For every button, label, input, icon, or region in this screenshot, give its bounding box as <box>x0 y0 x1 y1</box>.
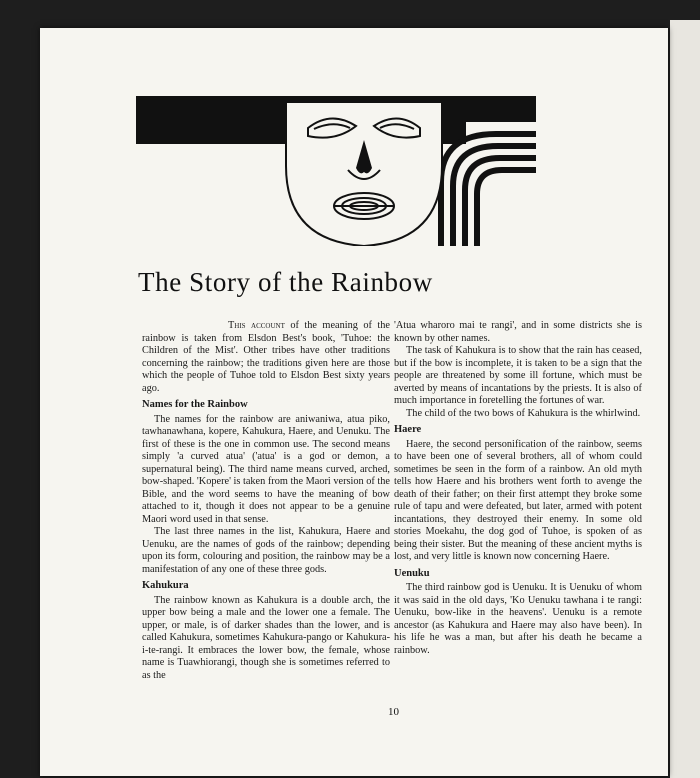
section-heading-uenuku: Uenuku <box>394 567 430 579</box>
intro-indent <box>142 320 228 331</box>
intro-smallcaps: This account <box>228 320 285 331</box>
intro-paragraph <box>142 320 390 395</box>
right-column <box>394 320 642 657</box>
paragraph-names-2: The last three names in the list, Kahukura, Haere and Uenuku, are the names of gods of the rainbow; depending upon its form, colouring and position, the rainbow may be a manifestation of any one of these three gods. <box>142 526 390 575</box>
paragraph-kahukura-1: The rainbow known as Kahukura is a double arch, the upper bow being a male and the lower one a female. The upper, or male, is of darker shades than the lower, and is called Kahukura, sometimes Kahukura-pango or Kahukura-i-te-rangi. It embraces the lower bow, the female, whose name is Tuawhiorangi, though she is sometimes referred to as the <box>142 594 390 681</box>
paragraph-names-1: The names for the rainbow are aniwaniwa, atua piko, tawhanawhana, kopere, Kahukura, Haere, and Uenuku. The first of these is the one in common use. The second means simply 'a curved atua' ('atua' is a god or demon, a supernatural being). The third name means curved, arched, bow-shaped. 'Kopere' is taken from the Maori version of the Bible, and the word seems to have the meaning of bow attached to it, though it does not appear to be a genuine Maori word used in that sense. <box>142 413 390 525</box>
section-heading-names: Names for the Rainbow <box>142 399 248 410</box>
section-heading-kahukura: Kahukura <box>142 580 189 591</box>
section-heading-haere: Haere <box>394 424 422 435</box>
intro-text: of the meaning of the rainbow is taken from Elsdon Best's book, 'Tuhoe: the Children of the Mist'. Other tribes have other traditions concerning the rainbow; the traditions given here are those which the people of Tuhoe told to Elsdon Best sixty years ago. <box>142 320 390 394</box>
paragraph-uenuku-1: The third rainbow god is Uenuku. It is Uenuku of whom it was said in the old days, 'Ko Uenuku tawhana i te rangi: Uenuku, bow-like in the heavens'. Uenuku is a remote ancestor (as Kahukura and Haere may also have been). In his life he was a man, but after his death he became a rainbow. <box>394 582 642 656</box>
rainbow-mask-illustration <box>136 96 536 246</box>
paragraph-kahukura-continued: 'Atua wharoro mai te rangi', and in some districts she is known by other names. <box>394 320 642 344</box>
paragraph-kahukura-2: The task of Kahukura is to show that the rain has ceased, but if the bow is incomplete, it is taken to be a sign that the people are threatened by some ill fortune, which must be averted by means of incantations by the priests. It is also of much importance in foretelling the fortunes of war. <box>394 345 642 406</box>
article-title: The Story of the Rainbow <box>138 267 433 297</box>
paragraph-kahukura-3: The child of the two bows of Kahukura is the whirlwind. <box>406 407 641 419</box>
left-column <box>142 320 390 682</box>
page-number: 10 <box>388 706 399 718</box>
next-page-edge <box>670 20 700 778</box>
paragraph-haere-1: Haere, the second personification of the rainbow, seems to have been one of several brothers, all of whom could sometimes be seen in the form of a rainbow. An old myth tells how Haere and his brothers went forth to avenge the death of their father; on their first attempt they broke some rule of tapu and were defeated, but later, armed with potent incantations, they destroyed their enemy. In some old stories Moekahu, the dog god of Tuhoe, is spoken of as being their sister. But the meaning of these ancient myths is lost, and very little is known now concerning Haere. <box>394 438 642 562</box>
